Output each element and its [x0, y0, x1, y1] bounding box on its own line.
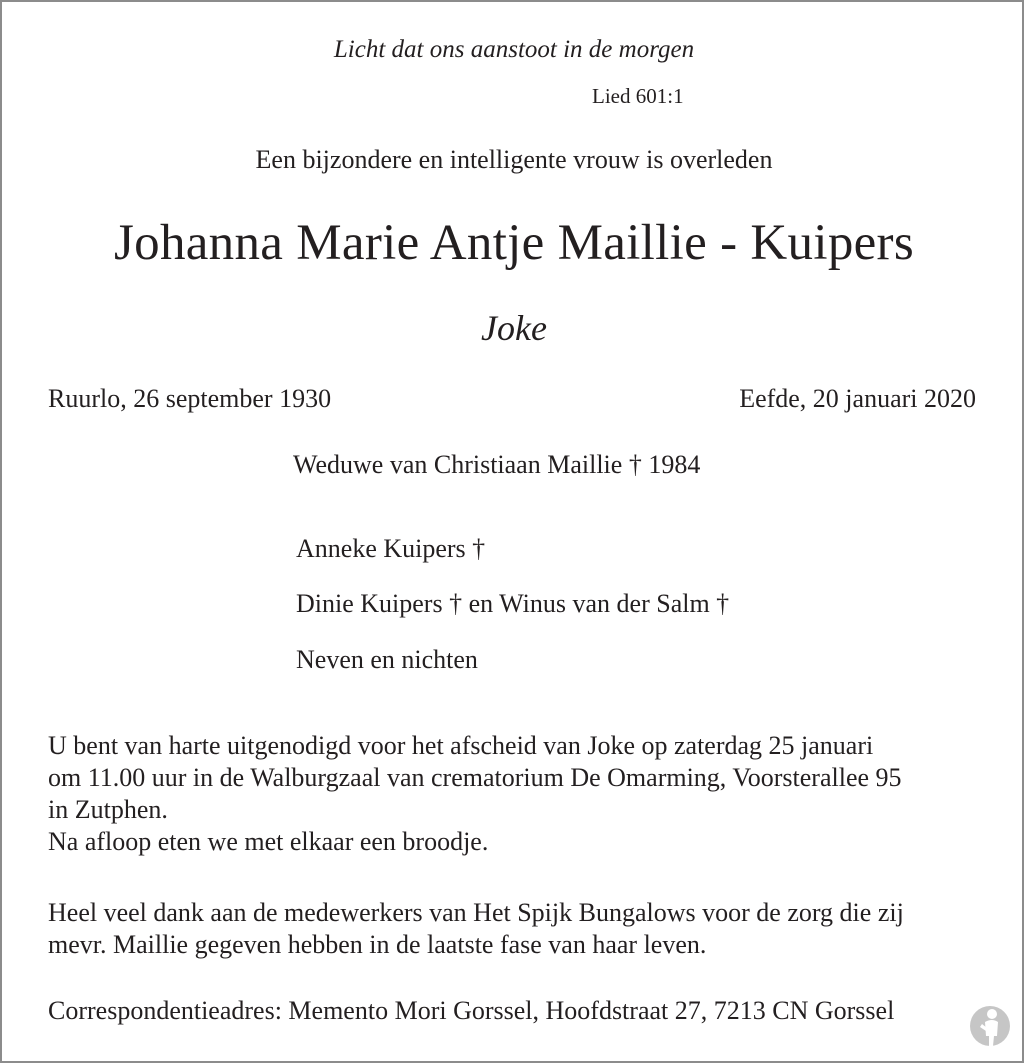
deceased-nickname: Joke — [481, 308, 547, 348]
widow-line: Weduwe van Christiaan Maillie † 1984 — [293, 450, 701, 479]
quote-reference: Lied 601:1 — [592, 84, 684, 108]
intro-line: Een bijzondere en intelligente vrouw is overleden — [255, 145, 773, 174]
correspondence-address: Correspondentieadres: Memento Mori Gorssel, Hoofdstraat 27, 7213 CN Gorssel — [48, 996, 895, 1025]
opening-quote: Licht dat ons aanstoot in de morgen — [333, 36, 695, 63]
invitation-paragraph: U bent van harte uitgenodigd voor het afscheid van Joke op zaterdag 25 januari om 11.00 uur in de Walburgzaal van crematorium De Omarming, Voorsterallee 95 in Zutphen. Na afloop eten we met elkaar een broodje. — [48, 731, 902, 856]
birth-place-date: Ruurlo, 26 september 1930 — [48, 384, 332, 413]
thanks-paragraph: Heel veel dank aan de medewerkers van Het Spijk Bungalows voor de zorg die zij mevr. Maillie gegeven hebben in de laatste fase van haar leven. — [48, 898, 904, 959]
memento-mori-logo-icon — [968, 1002, 1012, 1050]
death-place-date: Eefde, 20 januari 2020 — [739, 384, 976, 413]
relative-line: Anneke Kuipers † — [296, 534, 486, 563]
relative-line: Dinie Kuipers † en Winus van der Salm † — [296, 589, 730, 618]
deceased-full-name: Johanna Marie Antje Maillie - Kuipers — [114, 215, 914, 271]
relative-line: Neven en nichten — [296, 645, 478, 674]
